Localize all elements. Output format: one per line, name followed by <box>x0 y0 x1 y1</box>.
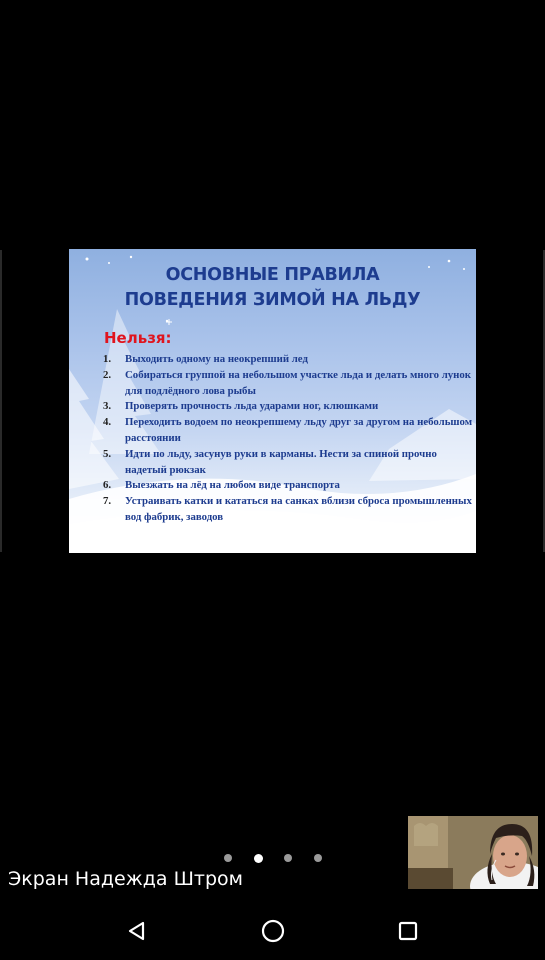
rule-number: 1. <box>103 353 112 365</box>
rule-text: Выходить одному на неокрепший лед <box>125 353 308 365</box>
recents-square-icon <box>397 920 419 942</box>
rule-text: Проверять прочность льда ударами ног, клюшками <box>125 400 379 413</box>
rule-item <box>103 415 473 447</box>
rule-number: 5. <box>103 447 112 460</box>
left-edge <box>0 250 2 552</box>
screen-share-label: Экран Надежда Штром <box>8 868 244 890</box>
rule-text: Переходить водоем по неокрепшему льду друг за другом на небольшом расстоянии <box>125 416 473 444</box>
rule-number: 6. <box>103 479 112 492</box>
rule-text: Идти по льду, засунув руки в карманы. Нести за спиной прочно надетый рюкзак <box>125 447 437 476</box>
rule-item <box>103 447 473 479</box>
forbidden-heading: Нельзя: <box>104 329 172 347</box>
rule-text: Устраивать катки и кататься на санках вблизи сброса промышленных вод фабрик, заводов <box>125 495 472 523</box>
shared-slide[interactable] <box>69 249 476 553</box>
rule-number: 2. <box>103 368 112 381</box>
rule-item <box>103 368 473 400</box>
home-button[interactable] <box>256 914 290 948</box>
slide-title-line-2: ПОВЕДЕНИЯ ЗИМОЙ НА ЛЬДУ <box>124 290 421 310</box>
page-dot[interactable] <box>284 854 292 862</box>
rule-item <box>103 478 473 494</box>
page-dot[interactable] <box>314 854 322 862</box>
rule-number: 7. <box>103 495 112 508</box>
rule-number: 3. <box>103 400 112 413</box>
recents-button[interactable] <box>391 914 425 948</box>
back-button[interactable] <box>120 914 154 948</box>
rule-item <box>103 494 473 526</box>
rule-item <box>103 352 473 368</box>
rule-text: Собираться группой на небольшом участке льда и делать много лунок для подлёдного лова рыбы <box>125 368 471 397</box>
slide-title-line-1: ОСНОВНЫЕ ПРАВИЛА <box>165 265 380 285</box>
rule-number: 4. <box>103 416 112 429</box>
participant-video-icon <box>408 816 538 889</box>
participant-video-thumbnail[interactable] <box>408 816 538 889</box>
rule-text: Выезжать на лёд на любом виде транспорта <box>125 479 340 492</box>
android-navigation-bar <box>0 900 545 960</box>
page-dot[interactable] <box>224 854 232 862</box>
rule-item <box>103 399 473 415</box>
home-circle-icon <box>260 918 286 944</box>
back-triangle-icon <box>126 920 148 942</box>
rules-list <box>103 352 473 526</box>
page-indicator[interactable] <box>222 854 326 864</box>
page-dot-active[interactable] <box>254 854 263 863</box>
slide-title <box>89 263 456 313</box>
